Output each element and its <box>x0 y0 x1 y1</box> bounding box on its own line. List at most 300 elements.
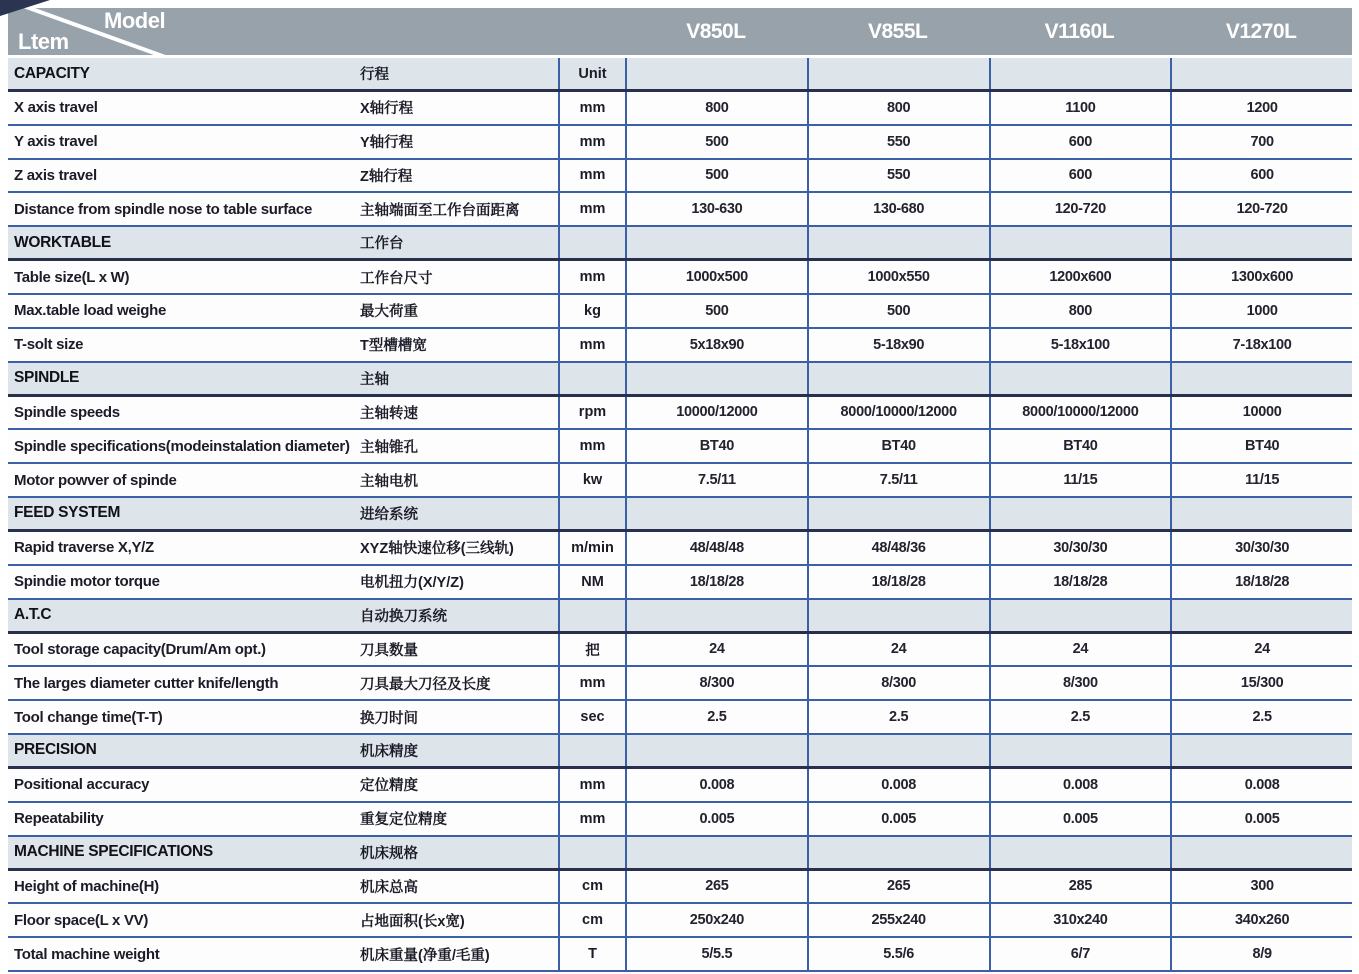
item-name-en <box>8 464 360 496</box>
item-name-cn <box>360 329 558 361</box>
item-name-cn-text: X轴行程 <box>360 101 414 118</box>
value-cell <box>1170 430 1352 462</box>
section-name-en-text: CAPACITY <box>14 64 90 82</box>
value-cell-text: 48/48/36 <box>871 539 926 556</box>
spec-row <box>8 295 1352 329</box>
value-cell <box>989 464 1171 496</box>
item-name-en <box>8 430 360 462</box>
machine-spec-table <box>8 8 1352 972</box>
section-value-cell <box>1170 600 1352 631</box>
unit-cell <box>558 904 625 936</box>
item-name-en-text: Distance from spindle nose to table surface <box>14 200 313 218</box>
value-cell-text: 800 <box>886 99 911 116</box>
value-cell <box>625 397 807 429</box>
table-body <box>8 58 1352 972</box>
unit-cell <box>558 769 625 801</box>
item-name-en-text: Motor powver of spinde <box>14 471 177 489</box>
spec-row <box>8 701 1352 735</box>
section-value-cell <box>625 58 807 89</box>
unit-cell <box>558 295 625 327</box>
item-name-cn <box>360 261 558 293</box>
item-name-cn <box>360 397 558 429</box>
value-cell-text: 1100 <box>1065 99 1096 116</box>
value-cell-text: 300 <box>1250 878 1274 895</box>
value-cell-text: 8000/10000/12000 <box>840 404 957 421</box>
value-cell <box>807 295 989 327</box>
value-cell-text: 18/18/28 <box>1235 573 1290 590</box>
unit-cell <box>558 92 625 124</box>
value-cell-text: 8/300 <box>1062 675 1098 692</box>
item-name-en-text: Floor space(L x VV) <box>14 911 149 929</box>
value-cell <box>989 295 1171 327</box>
value-cell-text: 8/300 <box>699 675 735 692</box>
value-cell <box>625 769 807 801</box>
item-name-en-text: Spindle specifications(modeinstalation diameter) <box>14 437 350 455</box>
value-cell-text: 265 <box>705 878 729 895</box>
value-cell <box>989 261 1171 293</box>
section-row <box>8 837 1352 871</box>
value-cell <box>807 938 989 970</box>
section-name-cn <box>360 735 558 766</box>
item-name-cn-text: 最大荷重 <box>360 304 418 321</box>
unit-cell-text: kw <box>582 472 603 489</box>
value-cell-text: BT40 <box>881 438 916 455</box>
section-name-en-text: SPINDLE <box>14 369 80 387</box>
value-cell <box>807 701 989 733</box>
item-name-cn <box>360 126 558 158</box>
value-cell <box>989 532 1171 564</box>
value-cell-text: 600 <box>1068 167 1093 184</box>
unit-cell <box>558 261 625 293</box>
unit-cell <box>558 938 625 970</box>
section-name-cn <box>360 498 558 529</box>
item-name-cn-text: 刀具最大刀径及长度 <box>360 676 491 693</box>
section-name-cn <box>360 600 558 631</box>
value-cell-text: 18/18/28 <box>689 573 744 590</box>
section-name-en-text: FEED SYSTEM <box>14 504 121 522</box>
value-cell-text: 1000x550 <box>867 269 930 286</box>
spec-row <box>8 464 1352 498</box>
section-name-cn-text: 机床规格 <box>360 845 418 862</box>
value-cell-text: 800 <box>1068 302 1093 319</box>
section-name-en-text: A.T.C <box>14 606 52 624</box>
item-name-en <box>8 566 360 598</box>
value-cell-text: 2.5 <box>1070 709 1090 726</box>
value-cell <box>807 769 989 801</box>
item-name-cn <box>360 938 558 970</box>
value-cell <box>1170 667 1352 699</box>
item-name-en-text: Tool change time(T-T) <box>14 708 163 726</box>
section-value-cell <box>807 735 989 766</box>
value-cell-text: 500 <box>886 302 911 319</box>
value-cell <box>625 193 807 225</box>
value-cell <box>625 126 807 158</box>
spec-row <box>8 397 1352 431</box>
value-cell <box>1170 701 1352 733</box>
item-name-cn <box>360 193 558 225</box>
section-value-cell <box>625 227 807 258</box>
value-cell <box>625 803 807 835</box>
item-name-cn <box>360 566 558 598</box>
value-cell <box>989 667 1171 699</box>
spec-row <box>8 667 1352 701</box>
value-cell <box>807 904 989 936</box>
value-cell-text: 500 <box>705 133 729 150</box>
value-cell <box>625 160 807 192</box>
value-cell <box>989 92 1171 124</box>
value-cell <box>807 566 989 598</box>
value-cell-text: 7-18x100 <box>1232 336 1292 353</box>
value-cell-text: 2.5 <box>888 709 909 726</box>
section-value-cell <box>807 498 989 529</box>
value-cell-text: 1200x600 <box>1049 269 1112 286</box>
unit-cell-text: 把 <box>585 642 600 659</box>
value-cell <box>989 871 1171 903</box>
item-name-en <box>8 193 360 225</box>
unit-header-cell <box>558 600 625 631</box>
section-name-cn-text: 行程 <box>360 67 389 83</box>
item-name-cn-text: 换刀时间 <box>360 710 418 727</box>
section-value-cell <box>1170 58 1352 89</box>
item-name-en-text: Max.table load weighe <box>14 302 167 320</box>
value-cell-text: 2.5 <box>1252 709 1272 726</box>
value-cell <box>1170 803 1352 835</box>
unit-cell <box>558 871 625 903</box>
value-cell-text: BT40 <box>1244 438 1280 455</box>
value-cell-text: 8/300 <box>881 675 917 692</box>
item-name-cn-text: XYZ轴快速位移(三线轨) <box>360 541 514 558</box>
value-cell <box>807 329 989 361</box>
section-value-cell <box>989 58 1171 89</box>
item-name-cn <box>360 803 558 835</box>
item-name-en-text: T-solt size <box>14 336 84 354</box>
item-name-en <box>8 803 360 835</box>
item-name-cn-text: Z轴行程 <box>360 168 413 185</box>
item-name-en <box>8 634 360 666</box>
item-name-en-text: The larges diameter cutter knife/length <box>14 674 279 692</box>
section-name-cn <box>360 227 558 258</box>
item-name-en <box>8 667 360 699</box>
value-cell <box>625 92 807 124</box>
value-cell <box>807 397 989 429</box>
unit-cell <box>558 193 625 225</box>
value-cell-text: 1300x600 <box>1231 269 1294 286</box>
section-name-cn <box>360 837 558 868</box>
spec-row <box>8 430 1352 464</box>
value-cell-text: 5-18x90 <box>873 336 925 353</box>
value-cell <box>1170 938 1352 970</box>
section-value-cell <box>625 600 807 631</box>
value-cell-text: 24 <box>709 641 725 658</box>
unit-header-cell <box>558 735 625 766</box>
value-cell-text: 550 <box>886 167 911 184</box>
value-cell <box>807 634 989 666</box>
item-name-en <box>8 261 360 293</box>
unit-cell <box>558 160 625 192</box>
spec-row <box>8 193 1352 227</box>
unit-cell <box>558 532 625 564</box>
value-cell-text: 500 <box>705 167 729 184</box>
model-header-v1270l: V1270L <box>1225 19 1297 43</box>
value-cell <box>989 938 1171 970</box>
value-cell <box>1170 904 1352 936</box>
value-cell <box>625 701 807 733</box>
item-name-cn-text: 主轴转速 <box>360 405 418 422</box>
value-cell <box>807 261 989 293</box>
value-cell-text: 7.5/11 <box>698 472 736 489</box>
value-cell <box>1170 464 1352 496</box>
spec-row <box>8 566 1352 600</box>
value-cell-text: 120-720 <box>1236 201 1288 218</box>
unit-cell <box>558 803 625 835</box>
value-cell <box>1170 92 1352 124</box>
item-name-cn-text: 主轴端面至工作台面距离 <box>360 202 520 219</box>
value-cell <box>1170 329 1352 361</box>
value-cell <box>1170 193 1352 225</box>
value-cell-text: 600 <box>1068 133 1093 150</box>
item-name-cn <box>360 769 558 801</box>
section-value-cell <box>989 227 1171 258</box>
item-name-en-text: Y axis travel <box>14 133 98 151</box>
value-cell-text: 0.005 <box>699 810 735 827</box>
value-cell-text: 0.005 <box>1244 810 1280 827</box>
item-name-cn <box>360 464 558 496</box>
section-value-cell <box>989 600 1171 631</box>
value-cell <box>807 126 989 158</box>
item-name-cn <box>360 295 558 327</box>
unit-cell <box>558 566 625 598</box>
value-cell-text: 30/30/30 <box>1053 539 1108 556</box>
section-row <box>8 363 1352 397</box>
model-header-v1160l: V1160L <box>1044 19 1115 43</box>
unit-cell-text: mm <box>579 201 606 218</box>
model-header-row <box>8 8 1352 58</box>
section-name-en <box>8 498 360 529</box>
item-name-cn-text: 定位精度 <box>360 778 418 795</box>
spec-row <box>8 92 1352 126</box>
value-cell-text: 340x260 <box>1234 912 1290 929</box>
unit-cell-text: sec <box>580 709 605 726</box>
unit-header-cell <box>558 498 625 529</box>
value-cell <box>625 904 807 936</box>
unit-cell-text: NM <box>581 573 604 590</box>
item-name-en <box>8 295 360 327</box>
value-cell-text: 15/300 <box>1240 675 1284 692</box>
value-cell-text: 130-630 <box>691 201 743 218</box>
item-name-en <box>8 871 360 903</box>
section-name-cn-text: 主轴 <box>360 371 389 388</box>
item-name-cn-text: 机床重量(净重/毛重) <box>360 947 490 964</box>
value-cell-text: 0.005 <box>881 810 917 827</box>
section-name-en-text: MACHINE SPECIFICATIONS <box>14 843 213 861</box>
item-name-cn <box>360 430 558 462</box>
section-name-en <box>8 227 360 258</box>
value-cell <box>807 160 989 192</box>
value-cell-text: 255x240 <box>871 912 926 929</box>
unit-cell-text: mm <box>579 675 606 692</box>
section-row <box>8 58 1352 92</box>
item-name-en-text: Rapid traverse X,Y/Z <box>14 539 154 557</box>
item-name-en <box>8 532 360 564</box>
section-row <box>8 498 1352 532</box>
value-cell <box>989 193 1171 225</box>
spec-row <box>8 261 1352 295</box>
unit-cell <box>558 126 625 158</box>
section-name-cn-text: 进给系统 <box>360 506 418 523</box>
value-cell <box>625 430 807 462</box>
value-cell <box>989 566 1171 598</box>
section-value-cell <box>807 227 989 258</box>
item-name-en-text: Repeatability <box>14 810 104 828</box>
section-name-en <box>8 600 360 631</box>
spec-row <box>8 329 1352 363</box>
value-cell <box>807 803 989 835</box>
section-name-en-text: WORKTABLE <box>14 233 111 251</box>
value-cell <box>807 193 989 225</box>
value-cell-text: 6/7 <box>1070 946 1090 963</box>
value-cell-text: 5x18x90 <box>689 336 745 353</box>
value-cell-text: 11/15 <box>1063 472 1098 489</box>
item-name-cn <box>360 532 558 564</box>
spec-row <box>8 160 1352 194</box>
value-cell <box>989 126 1171 158</box>
value-cell-text: 285 <box>1068 878 1093 895</box>
item-name-cn <box>360 701 558 733</box>
item-name-en <box>8 904 360 936</box>
value-cell-text: 265 <box>886 878 911 895</box>
unit-cell-text: mm <box>579 167 606 184</box>
value-cell <box>1170 261 1352 293</box>
section-value-cell <box>989 735 1171 766</box>
model-header-v850l: V850L <box>686 19 746 43</box>
value-cell <box>807 871 989 903</box>
unit-cell-text: mm <box>579 810 606 827</box>
item-name-cn-text: Y轴行程 <box>360 135 414 152</box>
value-cell <box>1170 295 1352 327</box>
model-header-v855l: V855L <box>867 19 928 43</box>
value-cell-text: 24 <box>1072 641 1089 658</box>
unit-cell <box>558 430 625 462</box>
value-cell-text: 1000x500 <box>685 269 748 286</box>
value-cell-text: 8/9 <box>1252 946 1272 963</box>
item-name-cn-text: 机床总高 <box>360 879 418 896</box>
unit-cell-text: cm <box>582 878 603 895</box>
section-value-cell <box>807 837 989 868</box>
section-name-cn-text: 工作台 <box>360 236 404 253</box>
section-value-cell <box>625 837 807 868</box>
item-name-en-text: Positional accuracy <box>14 776 150 794</box>
value-cell-text: 5/5.5 <box>701 946 733 963</box>
value-cell <box>989 397 1171 429</box>
section-value-cell <box>1170 498 1352 529</box>
item-name-cn-text: 电机扭力(X/Y/Z) <box>360 575 464 592</box>
value-cell-text: 5.5/6 <box>883 946 914 963</box>
value-cell <box>1170 566 1352 598</box>
value-cell <box>625 464 807 496</box>
section-name-cn <box>360 363 558 394</box>
value-cell <box>625 938 807 970</box>
item-name-en-text: Z axis travel <box>14 166 97 184</box>
item-name-en <box>8 397 360 429</box>
value-cell <box>625 634 807 666</box>
spec-row <box>8 126 1352 160</box>
value-cell-text: 130-680 <box>873 201 925 218</box>
section-name-en <box>8 58 360 89</box>
value-cell-text: 18/18/28 <box>1053 573 1108 590</box>
section-value-cell <box>1170 837 1352 868</box>
unit-cell <box>558 329 625 361</box>
value-cell <box>1170 397 1352 429</box>
item-name-en <box>8 938 360 970</box>
item-name-en-text: Spindie motor torque <box>14 573 160 591</box>
item-name-cn-text: 主轴电机 <box>360 473 418 490</box>
unit-cell-text: kg <box>584 302 601 319</box>
unit-cell <box>558 701 625 733</box>
unit-cell-text: T <box>588 946 597 963</box>
section-row <box>8 227 1352 261</box>
value-cell-text: 1200 <box>1246 99 1278 116</box>
spec-row <box>8 532 1352 566</box>
value-cell <box>1170 160 1352 192</box>
corner-label-model: Model <box>104 8 166 33</box>
value-cell <box>1170 634 1352 666</box>
value-cell-text: 550 <box>886 133 911 150</box>
item-name-en-text: Tool storage capacity(Drum/Am opt.) <box>14 640 266 658</box>
unit-header-cell <box>558 363 625 394</box>
value-cell-text: 310x240 <box>1053 912 1108 929</box>
value-cell <box>625 295 807 327</box>
value-cell-text: 600 <box>1250 167 1274 184</box>
section-value-cell <box>1170 363 1352 394</box>
value-cell-text: 0.005 <box>1062 810 1098 827</box>
value-cell-text: 800 <box>705 99 729 116</box>
corner-cell <box>8 8 625 55</box>
unit-cell-text: mm <box>579 99 606 116</box>
value-cell-text: BT40 <box>699 438 734 455</box>
item-name-en <box>8 769 360 801</box>
section-name-cn-text: 机床精度 <box>360 743 418 760</box>
item-name-cn-text: 主轴锥孔 <box>360 439 418 456</box>
item-name-cn <box>360 667 558 699</box>
item-name-cn-text: 重复定位精度 <box>360 812 447 829</box>
value-cell <box>989 329 1171 361</box>
section-value-cell <box>989 837 1171 868</box>
value-cell-text: 10000 <box>1242 404 1282 421</box>
value-cell-text: 500 <box>705 302 729 319</box>
unit-header-cell-text: Unit <box>578 65 607 82</box>
item-name-en <box>8 701 360 733</box>
value-cell-text: 2.5 <box>707 709 727 726</box>
item-name-cn-text: 刀具数量 <box>360 642 418 659</box>
value-cell-text: 30/30/30 <box>1235 539 1290 556</box>
spec-row <box>8 904 1352 938</box>
value-cell <box>807 667 989 699</box>
value-cell-text: 5-18x100 <box>1050 336 1110 353</box>
item-name-cn <box>360 871 558 903</box>
value-cell-text: 8000/10000/12000 <box>1022 404 1139 421</box>
value-cell <box>989 769 1171 801</box>
value-cell-text: 7.5/11 <box>879 472 918 489</box>
value-cell-text: 0.008 <box>1062 776 1098 793</box>
section-value-cell <box>1170 227 1352 258</box>
value-cell <box>989 803 1171 835</box>
value-cell <box>625 261 807 293</box>
section-value-cell <box>807 600 989 631</box>
value-cell-text: 11/15 <box>1245 472 1280 489</box>
item-name-cn <box>360 92 558 124</box>
unit-cell-text: rpm <box>578 404 607 421</box>
value-cell <box>1170 126 1352 158</box>
